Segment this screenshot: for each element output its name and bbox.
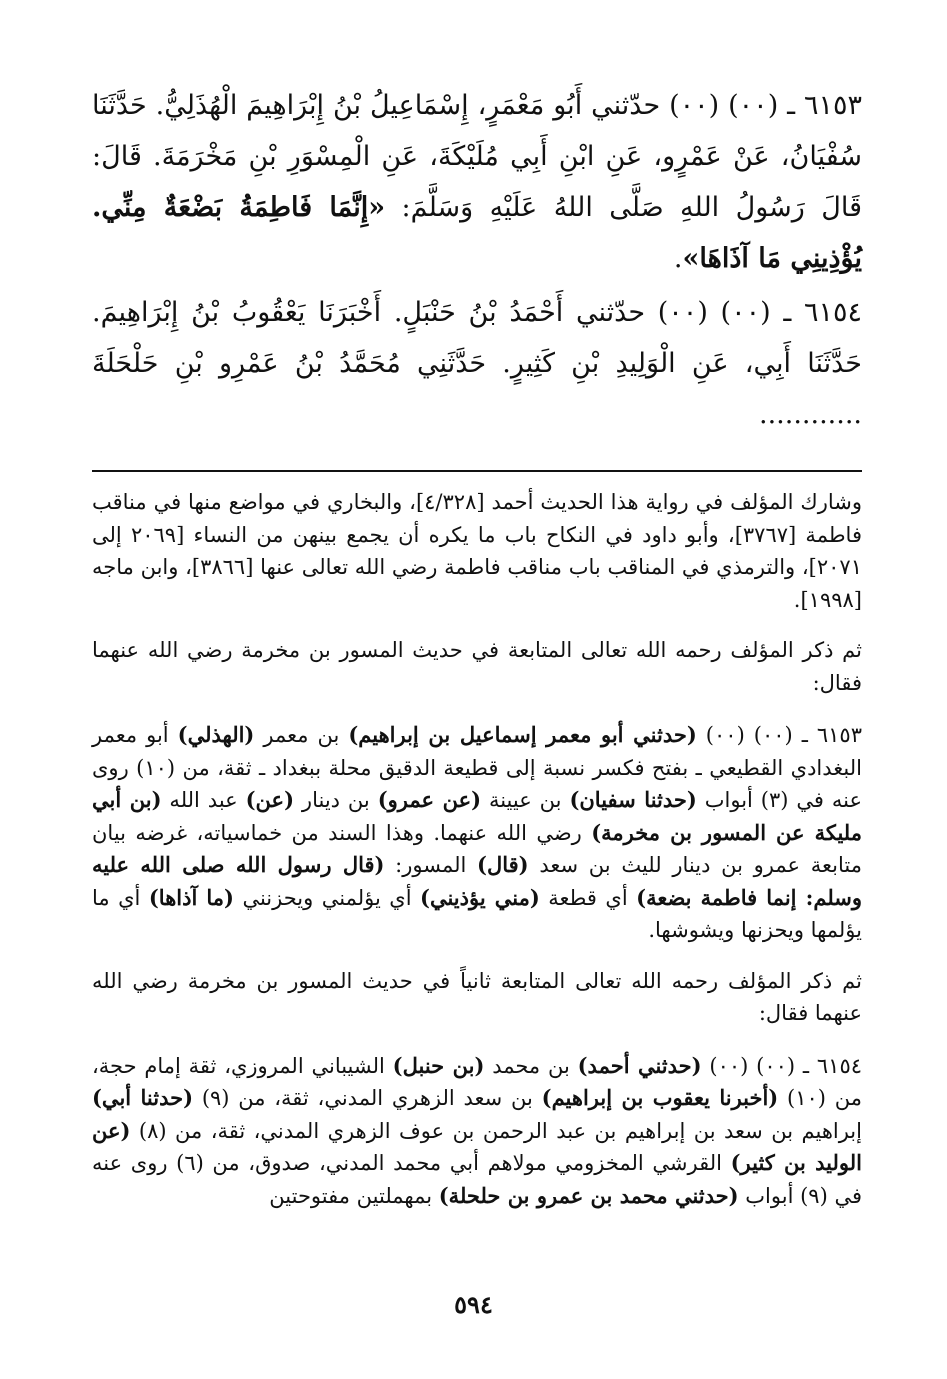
note-text: بن محمد: [484, 1053, 578, 1078]
note-text: بن معمر: [254, 723, 349, 747]
hadith-6153-quote: «إِنَّمَا فَاطِمَةُ بَضْعَةٌ مِنِّي. يُؤْذِينِي مَا آذَاهَا»: [92, 192, 862, 274]
note-bold: (عن): [245, 787, 295, 812]
note-bold: (حدثني أحمد): [577, 1052, 702, 1078]
note-text: أي قطعة: [539, 885, 637, 910]
note-text: القرشي المخزومي مولاهم أبي محمد المدني، صدوق، من (٦) روى عنه في (٩) أبواب: [92, 1151, 862, 1208]
note-bold: (حدثنا سفيان): [569, 787, 697, 812]
note-text: رضي الله عنهما. وهذا السند من خماسياته، غرضه بيان متابعة عمرو بن دينار لليث بن سعد: [92, 820, 862, 877]
note-text: ٦١٥٣ ـ (٠٠) (٠٠): [696, 723, 862, 747]
note-bold: (بن حنبل): [392, 1052, 485, 1078]
note-bold: (الهذلي): [177, 722, 255, 747]
note-text: بن عيينة: [481, 788, 570, 812]
note-text: ٦١٥٤ ـ (٠٠) (٠٠): [701, 1053, 863, 1078]
hadith-6153-intro: ٦١٥٣ ـ (٠٠) (٠٠) حدّثني أَبُو مَعْمَرٍ، إِسْمَاعِيلُ بْنُ إِبْرَاهِيمَ الْهُذَلِيُّ. حَدَّثَنَا سُفْيَانُ، عَنْ عَمْرٍو، عَنِ ابْنِ أَبِي مُلَيْكَةَ، عَنِ الْمِسْوَرِ بْنِ مَخْرَمَةَ. قَالَ: قَالَ رَسُولُ اللهِ صَلَّى اللهُ عَلَيْهِ وَسَلَّمَ:: [92, 90, 863, 223]
note-bold: (قال): [477, 852, 529, 877]
note-text: إبراهيم بن سعد بن إبراهيم بن عبد الرحمن بن عوف الزهري المدني، ثقة، من (٨): [130, 1118, 862, 1143]
note-paragraph-1: وشارك المؤلف في رواية هذا الحديث أحمد [٤/٣٢٨]، والبخاري في مواضع منها في مناقب فاطمة [٣٧٦٧]، وأبو داود في النكاح باب ما يكره أن يجمع بينهن من النساء [٢٠٦٩ إلى ٢٠٧١]، والترمذي في المناقب باب مناقب فاطمة رضي الله تعالى عنها [٣٨٦٦]، وابن ماجه [١٩٩٨].: [92, 490, 862, 612]
note-bold: (ما آذاها): [148, 884, 234, 910]
footnote-separator: [92, 470, 862, 472]
note-bold: (بن أبي مليكة عن المسور بن مخرمة): [92, 787, 862, 845]
note-text: أبو معمر البغدادي القطيعي ـ بفتح فكسر نسبة إلى قطيعة الدقيق محلة ببغداد ـ ثقة، من (١٠) روى عنه في (٣) أبواب: [92, 723, 862, 812]
hadith-6154: ٦١٥٤ ـ (٠٠) (٠٠) حدّثني أَحْمَدُ بْنُ حَنْبَلٍ. أَخْبَرَنَا يَعْقُوبُ بْنُ إِبْرَاهِيمَ. حَدَّثَنَا أَبِي، عَنِ الْوَلِيدِ بْنِ كَثِيرٍ. حَدَّثَنِي مُحَمَّدُ بْنُ عَمْرِو بْنِ حَلْحَلَةَ ............: [92, 297, 862, 430]
note-text: بن سعد الزهري المدني، ثقة، من (٩): [193, 1086, 542, 1110]
note-text: أي ما يؤلمها ويحزنها ويشوشها.: [92, 885, 862, 942]
page-number: ٥٩٤: [454, 1290, 493, 1319]
note-bold: (أخبرنا يعقوب بن إبراهيم): [541, 1085, 779, 1110]
note-text: الشيباني المروزي، ثقة إمام حجة، من (١٠): [92, 1053, 862, 1110]
hadith-6153-end: .: [673, 243, 683, 274]
note-text: بن دينار: [294, 788, 378, 812]
note-bold: (حدثني محمد بن عمرو بن حلحلة): [438, 1182, 739, 1208]
note-bold: (حدثنا أبي): [92, 1085, 194, 1110]
note-paragraph-2: ثم ذكر المؤلف رحمه الله تعالى المتابعة في حديث المسور بن مخرمة رضي الله عنهما فقال:: [92, 638, 862, 695]
note-text: عبد الله: [161, 788, 246, 812]
note-text: بمهملتين مفتوحتين: [269, 1183, 439, 1208]
note-bold: (حدثني أبو معمر إسماعيل بن إبراهيم): [348, 722, 697, 747]
note-paragraph-3: [92, 719, 862, 947]
note-bold: (عن الوليد بن كثير): [92, 1117, 862, 1175]
note-bold: (مني يؤذيني): [420, 884, 540, 910]
hadith-6153: [92, 80, 862, 284]
note-paragraph-4: ثم ذكر المؤلف رحمه الله تعالى المتابعة ثانياً في حديث المسور بن مخرمة رضي الله عنهما فقال:: [92, 968, 862, 1025]
note-bold: (قال رسول الله صلى الله عليه وسلم: إنما فاطمة بضعة): [92, 852, 863, 910]
page-body: [92, 80, 862, 1212]
note-text: أي يؤلمني ويحزنني: [233, 885, 421, 910]
note-paragraph-5: [92, 1050, 862, 1213]
note-text: المسور:: [384, 853, 478, 877]
note-bold: (عن عمرو): [377, 787, 482, 812]
